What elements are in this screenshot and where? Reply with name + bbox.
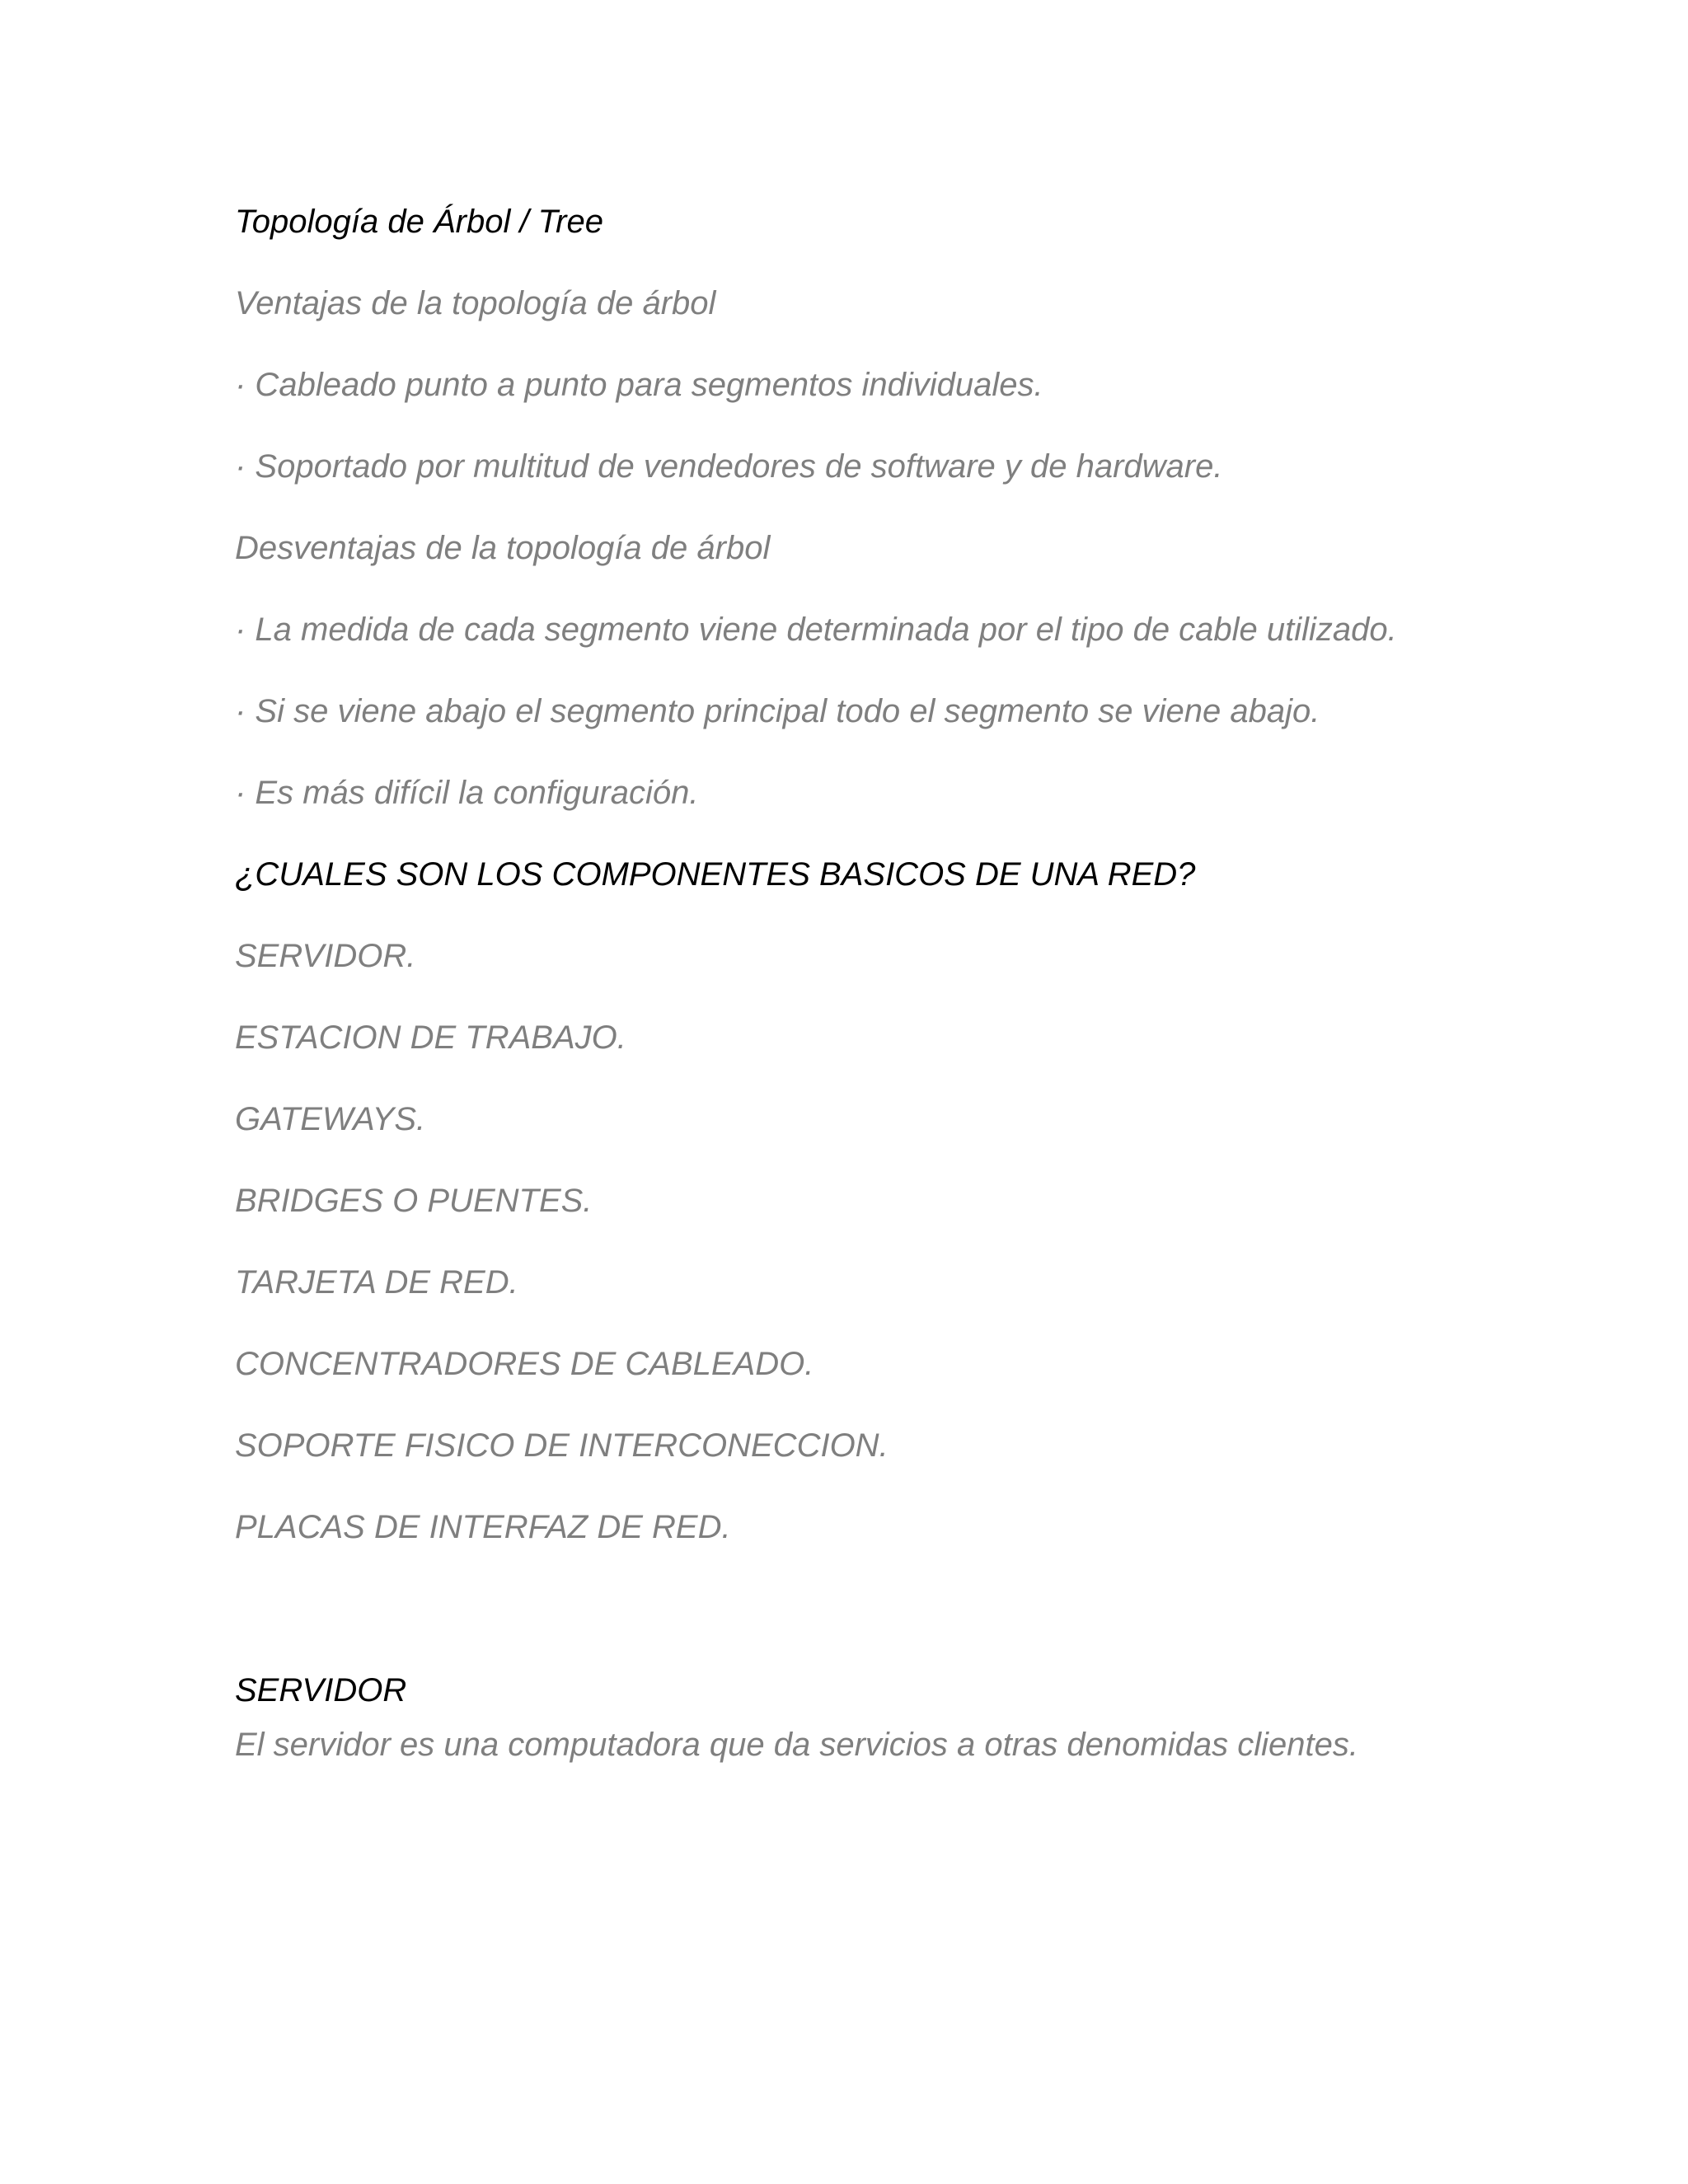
disadvantage-item: · Si se viene abajo el segmento principal todo el segmento se viene abajo. <box>235 693 1320 729</box>
advantage-item: · Soportado por multitud de vendedores de software y de hardware. <box>235 448 1223 485</box>
component-item: CONCENTRADORES DE CABLEADO. <box>235 1346 814 1382</box>
component-item: BRIDGES O PUENTES. <box>235 1183 593 1219</box>
component-item: GATEWAYS. <box>235 1101 426 1137</box>
disadvantage-item: · Es más difícil la configuración. <box>235 775 699 811</box>
blank-line <box>235 1582 1471 1636</box>
component-item: PLACAS DE INTERFAZ DE RED. <box>235 1509 731 1545</box>
component-item: SERVIDOR. <box>235 938 416 974</box>
server-description: El servidor es una computadora que da servicios a otras denomidas clientes. <box>235 1727 1358 1763</box>
server-heading: SERVIDOR <box>235 1672 407 1708</box>
document-body <box>235 194 1471 1799</box>
disadvantages-heading: Desventajas de la topología de árbol <box>235 530 771 566</box>
components-question: ¿CUALES SON LOS COMPONENTES BASICOS DE UNA RED? <box>235 856 1196 893</box>
advantages-heading: Ventajas de la topología de árbol <box>235 285 716 321</box>
component-item: SOPORTE FISICO DE INTERCONECCION. <box>235 1427 889 1464</box>
section-title: Topología de Árbol / Tree <box>235 204 603 240</box>
component-item: ESTACION DE TRABAJO. <box>235 1019 626 1056</box>
advantage-item: · Cableado punto a punto para segmentos individuales. <box>235 367 1043 403</box>
component-item: TARJETA DE RED. <box>235 1264 518 1301</box>
disadvantage-item: · La medida de cada segmento viene determinada por el tipo de cable utilizado. <box>235 612 1397 648</box>
